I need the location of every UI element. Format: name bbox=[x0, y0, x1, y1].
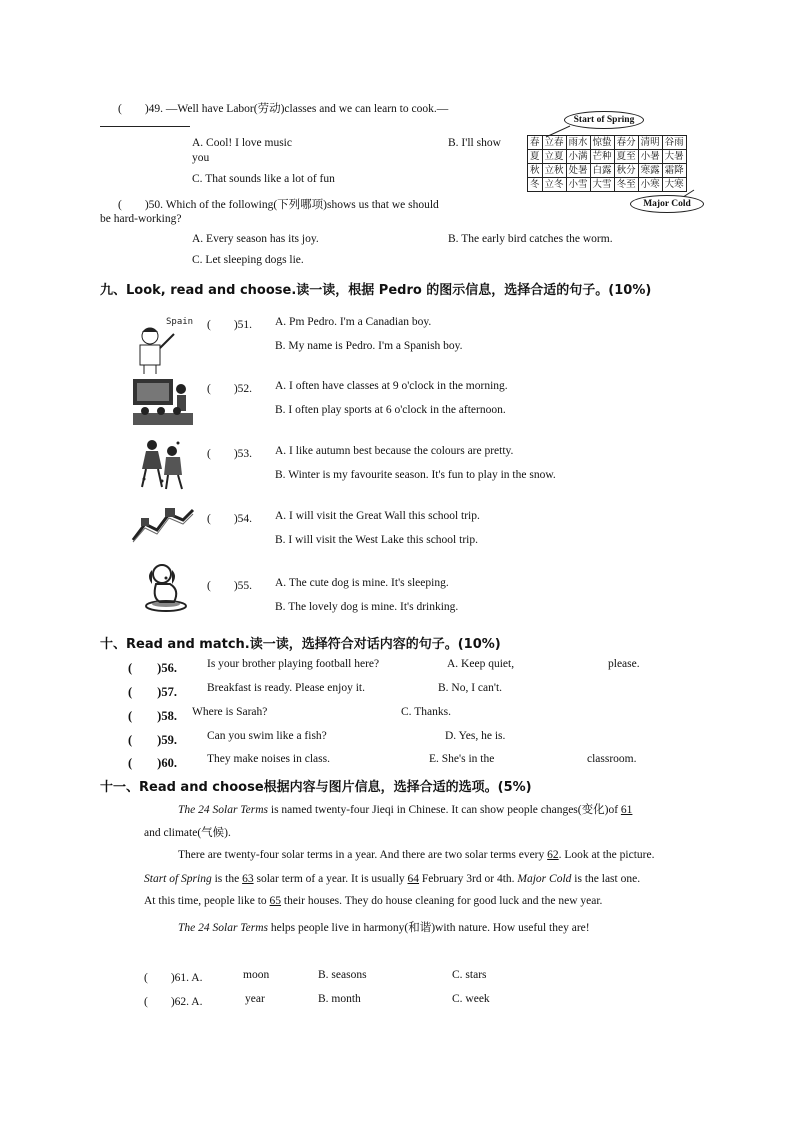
q50-stem: ( )50. Which of the following(下列哪项)shows us that we should bbox=[118, 199, 439, 211]
match-option-e: E. She's in the bbox=[429, 753, 495, 765]
solar-cell: 冬至 bbox=[614, 178, 638, 192]
q53-option-b: B. Winter is my favourite season. It's fun to play in the snow. bbox=[275, 469, 556, 481]
q50-stem-cont: be hard-working? bbox=[100, 213, 182, 225]
dog-picture bbox=[138, 560, 194, 612]
solar-cell: 惊蛰 bbox=[590, 136, 614, 150]
solar-cell: 清明 bbox=[638, 136, 662, 150]
q50-option-b: B. The early bird catches the worm. bbox=[448, 233, 613, 245]
passage-line-1: The 24 Solar Terms is named twenty-four Jieqi in Chinese. It can show people changes(变化)of 61 bbox=[178, 804, 633, 816]
q61-num: ( )61. A. bbox=[144, 972, 203, 984]
match-option-d: D. Yes, he is. bbox=[445, 730, 506, 742]
q62-option-c: C. week bbox=[452, 993, 490, 1005]
solar-cell: 春分 bbox=[614, 136, 638, 150]
solar-cell: 大寒 bbox=[662, 178, 686, 192]
q51-option-b: B. My name is Pedro. I'm a Spanish boy. bbox=[275, 340, 463, 352]
q50-option-c: C. Let sleeping dogs lie. bbox=[192, 254, 304, 266]
solar-cell: 立秋 bbox=[542, 164, 566, 178]
solar-cell: 雨水 bbox=[566, 136, 590, 150]
solar-cell: 夏 bbox=[528, 150, 543, 164]
blank-65[interactable]: 65 bbox=[269, 895, 282, 907]
q49-answer-line bbox=[100, 126, 190, 127]
solar-cell: 芒种 bbox=[590, 150, 614, 164]
q49-option-b: B. I'll show bbox=[448, 137, 501, 149]
spain-label: Spain bbox=[166, 317, 194, 327]
pedro-spain-picture bbox=[132, 312, 196, 376]
q58-sentence: Where is Sarah? bbox=[192, 706, 268, 718]
solar-cell: 大雪 bbox=[590, 178, 614, 192]
q62-option-a: year bbox=[245, 993, 265, 1005]
solar-cell: 谷雨 bbox=[662, 136, 686, 150]
solar-cell: 春 bbox=[528, 136, 543, 150]
q49-stem: ( )49. —Well have Labor(劳动)classes and we can learn to cook.— bbox=[118, 103, 449, 115]
q55-option-b: B. The lovely dog is mine. It's drinking. bbox=[275, 601, 459, 613]
solar-terms-table bbox=[527, 135, 687, 192]
blank-63[interactable]: 63 bbox=[242, 873, 254, 885]
q56-num: ( )56. bbox=[128, 661, 177, 675]
q61-option-b: B. seasons bbox=[318, 969, 367, 981]
snow-play-picture bbox=[138, 437, 186, 491]
q54-num: ( )54. bbox=[207, 513, 253, 525]
solar-cell: 冬 bbox=[528, 178, 543, 192]
q50-option-a: A. Every season has its joy. bbox=[192, 233, 319, 245]
solar-cell: 小雪 bbox=[566, 178, 590, 192]
match-option-e-cont: classroom. bbox=[587, 753, 637, 765]
start-of-spring-bubble: Start of Spring bbox=[564, 111, 644, 129]
q53-num: ( )53. bbox=[207, 448, 253, 460]
solar-row bbox=[528, 150, 687, 164]
passage-line-3: There are twenty-four solar terms in a year. And there are two solar terms every 62. Look at the picture. bbox=[178, 849, 655, 861]
solar-cell: 小暑 bbox=[638, 150, 662, 164]
q57-num: ( )57. bbox=[128, 685, 177, 699]
q57-sentence: Breakfast is ready. Please enjoy it. bbox=[207, 682, 365, 694]
q56-sentence: Is your brother playing football here? bbox=[207, 658, 380, 670]
great-wall-picture bbox=[131, 502, 195, 544]
solar-cell: 立冬 bbox=[542, 178, 566, 192]
passage-line-2: and climate(气候). bbox=[144, 827, 231, 839]
passage-title-1: The 24 Solar Terms bbox=[178, 804, 268, 816]
q62-num: ( )62. A. bbox=[144, 996, 203, 1008]
solar-row bbox=[528, 164, 687, 178]
solar-row bbox=[528, 136, 687, 150]
q55-num: ( )55. bbox=[207, 580, 253, 592]
passage-line-6: The 24 Solar Terms helps people live in harmony(和谐)with nature. How useful they are! bbox=[178, 922, 590, 934]
solar-cell: 立夏 bbox=[542, 150, 566, 164]
section-11-title: 十一、Read and choose根据内容与图片信息，选择合适的选项。(5%) bbox=[100, 780, 532, 795]
q59-sentence: Can you swim like a fish? bbox=[207, 730, 327, 742]
classroom-picture bbox=[131, 377, 195, 429]
q61-option-c: C. stars bbox=[452, 969, 487, 981]
q54-option-b: B. I will visit the West Lake this school trip. bbox=[275, 534, 478, 546]
q52-num: ( )52. bbox=[207, 383, 253, 395]
match-option-b: B. No, I can't. bbox=[438, 682, 503, 694]
q51-option-a: A. Pm Pedro. I'm a Canadian boy. bbox=[275, 316, 432, 328]
q61-option-a: moon bbox=[243, 969, 270, 981]
q58-num: ( )58. bbox=[128, 709, 177, 723]
section-9-title: 九、Look, read and choose.读一读，根据 Pedro 的图示信息，选择合适的句子。(10%) bbox=[100, 283, 652, 298]
q60-sentence: They make noises in class. bbox=[207, 753, 330, 765]
blank-62[interactable]: 62 bbox=[547, 849, 559, 861]
q55-option-a: A. The cute dog is mine. It's sleeping. bbox=[275, 577, 449, 589]
q49-option-a-cont: you bbox=[192, 152, 210, 164]
match-option-a: A. Keep quiet, bbox=[447, 658, 515, 670]
q49-option-c: C. That sounds like a lot of fun bbox=[192, 173, 335, 185]
passage-line-4: Start of Spring is the 63 solar term of a year. It is usually 64 February 3rd or 4th. Major Cold is the last one. bbox=[144, 873, 641, 885]
q59-num: ( )59. bbox=[128, 733, 177, 747]
q49-option-a: A. Cool! I love music bbox=[192, 137, 292, 149]
solar-cell: 白露 bbox=[590, 164, 614, 178]
section-10-title: 十、Read and match.读一读，选择符合对话内容的句子。(10%) bbox=[100, 637, 501, 652]
q51-num: ( )51. bbox=[207, 319, 253, 331]
match-option-a-cont: please. bbox=[608, 658, 640, 670]
solar-cell: 寒露 bbox=[638, 164, 662, 178]
q52-option-a: A. I often have classes at 9 o'clock in the morning. bbox=[275, 380, 508, 392]
q53-option-a: A. I like autumn best because the colours are pretty. bbox=[275, 445, 514, 457]
solar-cell: 秋 bbox=[528, 164, 543, 178]
solar-cell: 大暑 bbox=[662, 150, 686, 164]
q52-option-b: B. I often play sports at 6 o'clock in the afternoon. bbox=[275, 404, 506, 416]
q60-num: ( )60. bbox=[128, 756, 177, 770]
solar-cell: 立春 bbox=[542, 136, 566, 150]
blank-61[interactable]: 61 bbox=[620, 804, 633, 816]
solar-cell: 处暑 bbox=[566, 164, 590, 178]
solar-cell: 霜降 bbox=[662, 164, 686, 178]
solar-cell: 小满 bbox=[566, 150, 590, 164]
solar-cell: 小寒 bbox=[638, 178, 662, 192]
passage-line-5: At this time, people like to 65 their houses. They do house cleaning for good luck and the new year. bbox=[144, 895, 603, 907]
solar-cell: 夏至 bbox=[614, 150, 638, 164]
q54-option-a: A. I will visit the Great Wall this school trip. bbox=[275, 510, 480, 522]
blank-64[interactable]: 64 bbox=[407, 873, 420, 885]
match-option-c: C. Thanks. bbox=[401, 706, 451, 718]
q62-option-b: B. month bbox=[318, 993, 361, 1005]
solar-cell: 秋分 bbox=[614, 164, 638, 178]
major-cold-bubble: Major Cold bbox=[630, 195, 704, 213]
